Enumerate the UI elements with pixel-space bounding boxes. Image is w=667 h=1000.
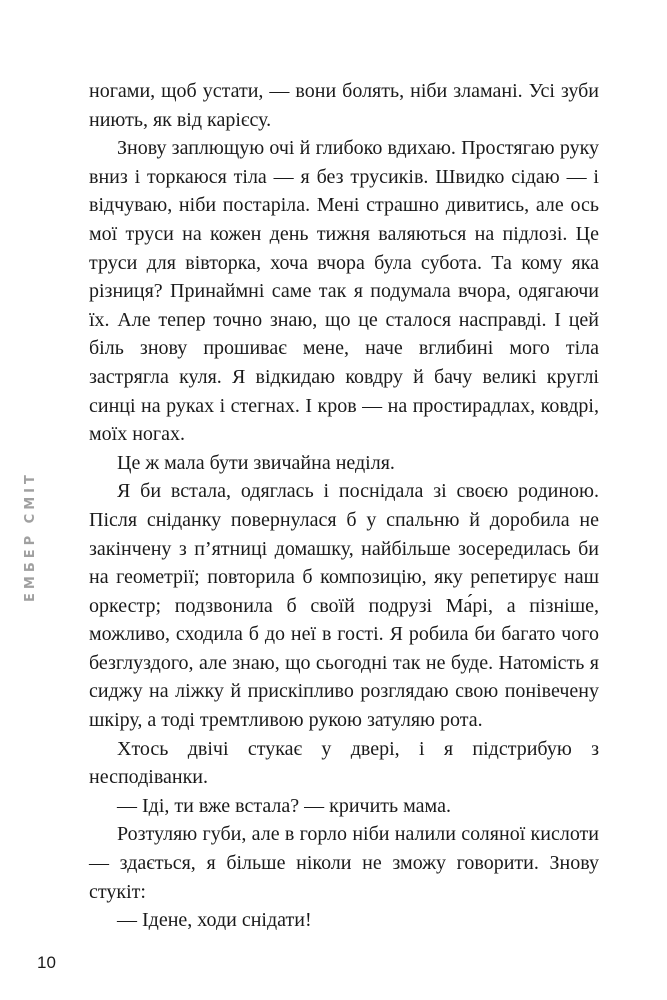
paragraph: Розтуляю губи, але в горло ніби налили соляної кислоти — здається, я більше ніколи не зможу говорити. Знову стукіт: (89, 823, 599, 903)
paragraph: — Ідене, ходи снідати! (117, 909, 312, 932)
paragraph: ногами, щоб устати, — вони болять, ніби зламані. Усі зуби ниють, як від карієсу. (89, 80, 599, 131)
paragraph: — Іді, ти вже встала? — кричить мама. (117, 794, 451, 817)
paragraph: Це ж мала бути звичайна неділя. (117, 451, 395, 474)
body-text (89, 77, 599, 935)
page-number: 10 (37, 953, 56, 972)
paragraph: Знову заплющую очі й глибоко вдихаю. Простягаю руку вниз і торкаюся тіла — я без трусиків. Швидко сідаю — і відчуваю, ніби постаріла. Мені страшно дивитись, але ось мої труси на кожен день тижня валяються на підлозі. Це труси для вівторка, хоча вчора була субота. Та кому яка різниця? Принаймні саме так я подумала вчора, одягаючи їх. Але тепер точно знаю, що це сталося насправді. І цей біль знову прошиває мене, наче вглибині мого тіла застрягла куля. Я відкидаю ковдру й бачу великі круглі синці на руках і стегнах. І кров — на простирадлах, ковдрі, моїх ногах. (89, 137, 599, 446)
paragraph: Я би встала, одяглась і поснідала зі своєю родиною. Після сніданку повернулася б у спальню й доробила не закінчену з п’ятниці домашку, найбільше зосередилась би на геометрії; повторила б композицію, яку репетирує наш оркестр; подзвонила б своїй подрузі Ма́рі, а пізніше, можливо, сходила б до неї в гості. Я робила би багато чого безглуздого, але знаю, що сьогодні так не буде. Натомість я сиджу на ліжку й прискіпливо розглядаю свою понівечену шкіру, а тоді тремтливою рукою затуляю рота. (89, 480, 599, 732)
running-head-author: ЕМБЕР СМІТ (23, 471, 38, 602)
paragraph: Хтось двічі стукає у двері, і я підстрибую з несподіванки. (89, 737, 599, 789)
